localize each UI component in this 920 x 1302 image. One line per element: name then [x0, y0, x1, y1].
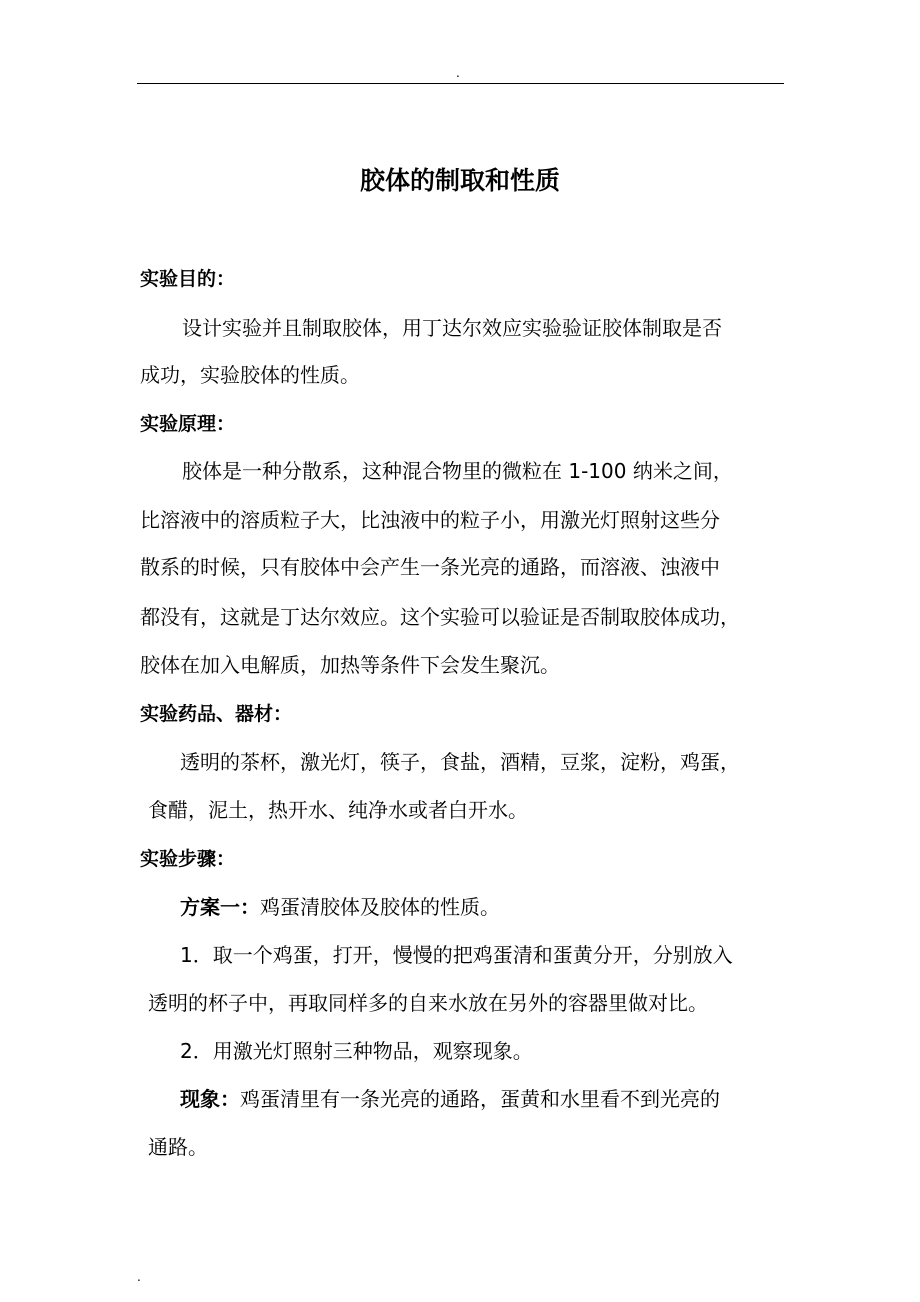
- materials-line-1: 透明的茶杯，激光灯，筷子，食盐，酒精，豆浆，淀粉，鸡蛋，: [180, 750, 740, 774]
- principle-line-4: 都没有，这就是丁达尔效应。这个实验可以验证是否制取胶体成功，: [140, 605, 740, 629]
- step2-line: 2．用激光灯照射三种物品，观察现象。: [180, 1039, 533, 1063]
- plan-one: [180, 893, 500, 921]
- purpose-line-2: 成功，实验胶体的性质。: [140, 363, 360, 387]
- principle-line-5: 胶体在加入电解质，加热等条件下会发生聚沉。: [140, 653, 560, 677]
- plan-one-label: 方案一：: [180, 895, 260, 919]
- document-title: 胶体的制取和性质: [359, 166, 560, 195]
- principle-line-3: 散系的时候，只有胶体中会产生一条光亮的通路，而溶液、浊液中: [140, 555, 720, 579]
- purpose-line-1: 设计实验并且制取胶体，用丁达尔效应实验验证胶体制取是否: [182, 316, 722, 340]
- header-mark: .: [456, 66, 460, 80]
- plan-one-text: 鸡蛋清胶体及胶体的性质。: [260, 895, 500, 919]
- materials-line-2: 食醋，泥土，热开水、纯净水或者白开水。: [148, 798, 528, 822]
- steps-heading: 实验步骤：: [140, 848, 236, 870]
- header-rule: [137, 83, 784, 84]
- step1-line-2: 透明的杯子中，再取同样多的自来水放在另外的容器里做对比。: [148, 991, 708, 1015]
- phenomenon-text: 鸡蛋清里有一条光亮的通路，蛋黄和水里看不到光亮的: [240, 1087, 720, 1111]
- principle-line-1: 胶体是一种分散系，这种混合物里的微粒在 1-100 纳米之间，: [182, 459, 733, 483]
- materials-heading: 实验药品、器材：: [140, 703, 293, 725]
- purpose-heading: 实验目的：: [140, 268, 236, 290]
- step1-line-1: 1．取一个鸡蛋，打开，慢慢的把鸡蛋清和蛋黄分开，分别放入: [180, 943, 733, 967]
- phenomenon-cont: 通路。: [148, 1135, 208, 1159]
- phenomenon-label: 现象：: [180, 1087, 240, 1111]
- footer-mark: .: [137, 1270, 141, 1284]
- principle-line-2: 比溶液中的溶质粒子大，比浊液中的粒子小，用激光灯照射这些分: [140, 508, 720, 532]
- principle-heading: 实验原理：: [140, 413, 236, 435]
- phenomenon-line: [180, 1085, 720, 1113]
